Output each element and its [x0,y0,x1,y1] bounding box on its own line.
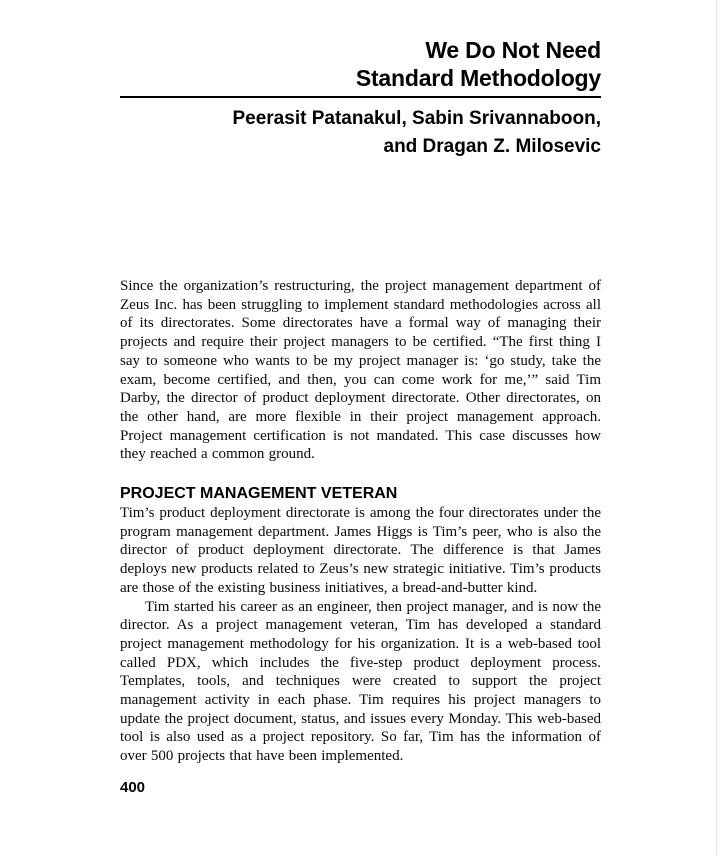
section-paragraph-1: Tim’s product deployment directorate is among the four directorates under the program management department. James Higgs is Tim’s peer, who is also the director of product deployment directorate. The difference is that James deploys new products related to Zeus’s new strategic initiative. Tim’s products are those of the existing business initiatives, a bread-and-butter kind. [120,505,601,596]
authors-line-1: Peerasit Patanakul, Sabin Srivannaboon, [232,108,601,129]
section-paragraph-2: Tim started his career as an engineer, then project manager, and is now the director. As a project management veteran, Tim has developed a standard project management methodology for his organization. It is a web-based tool called PDX, which includes the five-step product deployment process. Templates, tools, and techniques were created to support the project management activity in each phase. Tim requires his project managers to update the project document, status, and issues every Monday. This web-based tool is also used as a project repository. So far, Tim has the information of over 500 projects that have been implemented. [120,598,601,765]
chapter-title [120,36,601,92]
page-number: 400 [120,779,146,796]
authors-block [120,105,601,161]
page-edge-shadow [716,0,717,855]
section-heading: PROJECT MANAGEMENT VETERAN [120,485,398,503]
intro-paragraph: Since the organization’s restructuring, the project management department of Zeus Inc. has been struggling to implement standard methodologies across all of its directorates. Some directorates have a formal way of managing their projects and require their project managers to be certified. “The first thing I say to someone who wants to be my project manager is: ‘go study, take the exam, become certified, and then, you can come work for me,’” said Tim Darby, the director of product deployment directorate. Other directorates, on the other hand, are more flexible in their project management approach. Project management certification is not mandated. This case discusses how they reached a common ground. [120,278,601,463]
title-divider [120,96,601,98]
title-block [120,36,601,161]
chapter-title-line-2: Standard Methodology [355,65,601,91]
chapter-title-line-1: We Do Not Need [425,37,601,63]
authors-line-2: and Dragan Z. Milosevic [383,136,601,157]
body-column [120,277,601,766]
